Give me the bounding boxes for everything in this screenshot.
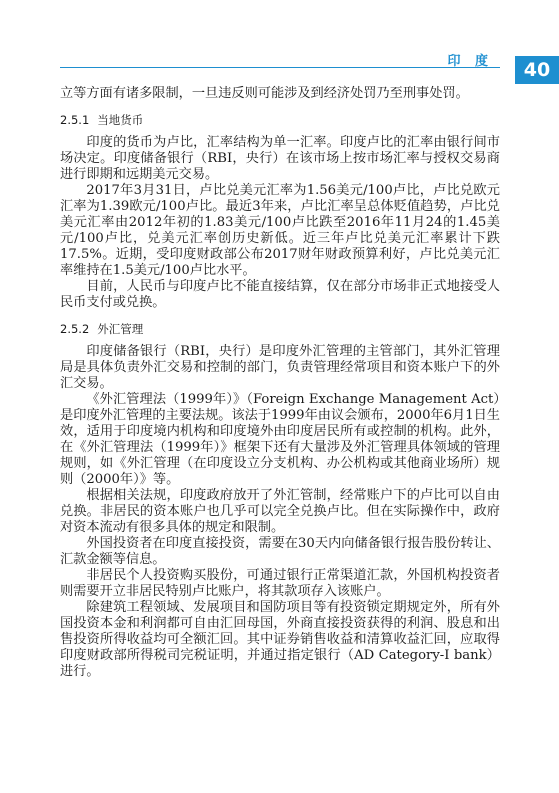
header-rule: [60, 67, 500, 68]
section-heading-forex-management: [60, 322, 500, 336]
continued-paragraph: 立等方面有诸多限制，一旦违反则可能涉及到经济处罚乃至刑事处罚。: [60, 86, 469, 101]
document-body: [60, 82, 500, 680]
section-number: 2.5.2: [60, 322, 90, 336]
header-country: 印 度: [447, 54, 493, 69]
paragraph: 《外汇管理法（1999年）》（Foreign Exchange Management Act）是印度外汇管理的主要法规。该法于1999年由议会颁布，2000年6月1日生效，适用于印度境内机构和印度境外由印度居民所有或控制的机构。此外，在《外汇管理法（1999年）》框架下还有大量涉及外汇管理具体领域的管理规则，如《外汇管理（在印度设立分支机构、办公机构或其他商业场所）规则（2000年）》等。: [60, 392, 500, 487]
paragraph: 印度的货币为卢比，汇率结构为单一汇率。印度卢比的汇率由银行间市场决定。印度储备银行（RBI，央行）在该市场上按市场汇率与授权交易商进行即期和远期美元交易。: [60, 135, 500, 182]
paragraph: 除建筑工程领域、发展项目和国防项目等有投资锁定期规定外，所有外国投资本金和利润都可自由汇回母国，外商直接投资获得的利润、股息和出售投资所得收益均可全额汇回。其中证券销售收益和清算收益汇回，应取得印度财政部所得税司完税证明，并通过指定银行（AD Category-I bank）进行。: [60, 600, 500, 679]
paragraph: 外国投资者在印度直接投资，需要在30天内向储备银行报告股份转让、汇款金额等信息。: [60, 536, 500, 567]
paragraph: 目前，人民币与印度卢比不能直接结算，仅在部分市场非正式地接受人民币支付或兑换。: [60, 279, 500, 310]
page-number-tab: [515, 56, 559, 84]
paragraph: 非居民个人投资购买股份，可通过银行正常渠道汇款，外国机构投资者则需要开立非居民特别卢比账户，将其款项存入该账户。: [60, 568, 500, 599]
section-title: 外汇管理: [97, 322, 144, 336]
paragraph: 2017年3月31日，卢比兑美元汇率为1.56美元/100卢比，卢比兑欧元汇率为1.39欧元/100卢比。最近3年来，卢比汇率呈总体贬值趋势，卢比兑美元汇率由2012年初的1.83美元/100卢比跌至2016年11月24的1.45美元/100卢比，兑美元汇率创历史新低。近三年卢比兑美元汇率累计下跌17.5%。近期，受印度财政部公布2017财年财政预算利好，卢比兑美元汇率维持在1.5美元/100卢比水平。: [60, 183, 500, 278]
paragraph: 印度储备银行（RBI，央行）是印度外汇管理的主管部门，其外汇管理局是具体负责外汇交易和控制的部门，负责管理经常项目和资本账户下的外汇交易。: [60, 344, 500, 391]
section-number: 2.5.1: [60, 113, 90, 127]
section-title: 当地货币: [97, 113, 144, 127]
paragraph: 根据相关法规，印度政府放开了外汇管制，经常账户下的卢比可以自由兑换。非居民的资本账户也几乎可以完全兑换卢比。但在实际操作中，政府对资本流动有很多具体的规定和限制。: [60, 488, 500, 535]
section-heading-local-currency: [60, 113, 500, 127]
page-number: 40: [523, 59, 551, 81]
